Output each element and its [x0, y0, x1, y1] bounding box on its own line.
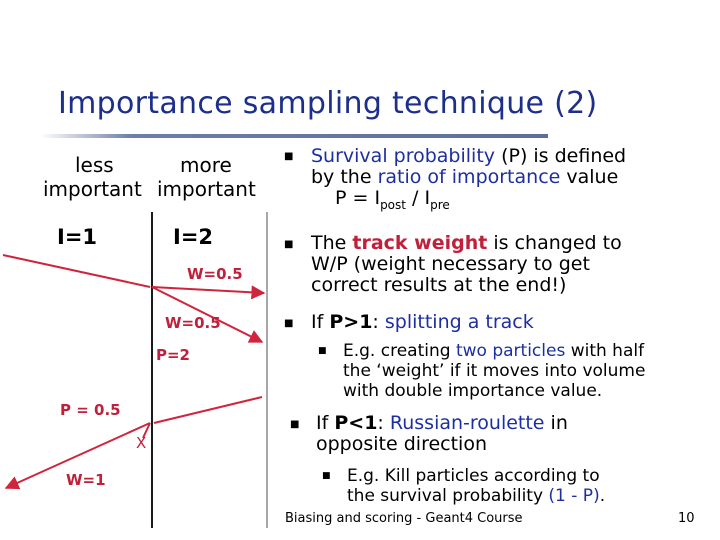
less-important-label: important	[43, 177, 142, 201]
text-eg-creating: E.g. creating	[343, 341, 456, 361]
text-value: value	[560, 166, 619, 188]
bullet-survival-probability	[311, 146, 626, 216]
text-kill-particles: E.g. Kill particles according to	[347, 466, 600, 486]
weight-upper-label: W=0.5	[187, 265, 243, 283]
text-the-weight: the ‘weight’ if it moves into volume	[343, 361, 646, 381]
text-russian-roulette: Russian-roulette	[389, 412, 545, 434]
square-bullet-icon: ■	[290, 419, 300, 430]
footer-course: Biasing and scoring - Geant4 Course	[285, 511, 523, 526]
page-number: 10	[678, 511, 695, 526]
formula-sub-post: post	[380, 197, 406, 212]
bullet-splitting	[311, 312, 534, 333]
bullet-russian-roulette	[316, 413, 568, 455]
text-period: .	[599, 486, 606, 506]
probability-p2-label: P=2	[156, 346, 190, 364]
bullet-track-weight	[311, 233, 622, 296]
square-bullet-icon: ■	[318, 346, 327, 356]
text-w-over-p: W/P (weight necessary to get	[311, 253, 590, 275]
text-is-changed-to: is changed to	[487, 232, 622, 254]
text-with-half: with half	[565, 341, 645, 361]
text-one-minus-p: (1 - P)	[548, 486, 600, 506]
formula-sub-pre: pre	[430, 197, 450, 212]
region-i2-label: I=2	[173, 225, 214, 249]
square-bullet-icon: ■	[284, 318, 294, 329]
square-bullet-icon: ■	[322, 471, 331, 481]
text-opposite-direction: opposite direction	[316, 433, 487, 455]
split-track-in	[3, 255, 150, 287]
text-if-2: If	[316, 412, 335, 434]
killed-mark: X	[136, 434, 147, 452]
probability-p05-label: P = 0.5	[60, 401, 121, 419]
text-colon: :	[372, 311, 385, 333]
less-label: less	[75, 153, 114, 177]
square-bullet-icon: ■	[284, 151, 294, 162]
roulette-track-in	[154, 397, 262, 423]
split-track-upper	[152, 287, 264, 293]
region-i1-label: I=1	[57, 225, 98, 249]
formula-over-i: / I	[405, 187, 431, 209]
text-p-greater-1: P>1	[329, 311, 373, 333]
text-survival-probability: Survival probability	[311, 145, 496, 167]
text-the: The	[311, 232, 353, 254]
text-if: If	[311, 311, 330, 333]
text-correct-results: correct results at the end!)	[311, 274, 567, 296]
text-track-weight: track weight	[352, 232, 488, 254]
text-colon-2: :	[377, 412, 390, 434]
formula-p-equals: P = I	[335, 187, 381, 209]
text-ratio-of-importance: ratio of importance	[377, 166, 561, 188]
text-is-defined: (P) is defined	[495, 145, 627, 167]
slide-title: Importance sampling technique (2)	[58, 86, 598, 121]
more-important-label: important	[157, 177, 256, 201]
subbullet-two-particles	[343, 341, 645, 401]
text-two-particles: two particles	[455, 341, 566, 361]
subbullet-kill-particles	[347, 466, 605, 506]
text-splitting-a-track: splitting a track	[384, 311, 534, 333]
weight-survivor-label: W=1	[66, 471, 106, 489]
text-by-the: by the	[311, 166, 378, 188]
text-p-less-1: P<1	[334, 412, 378, 434]
more-label: more	[180, 153, 232, 177]
text-in: in	[544, 412, 568, 434]
text-double-importance: with double importance value.	[343, 381, 603, 401]
weight-lower-label: W=0.5	[165, 314, 221, 332]
text-survival-probability-2: the survival probability	[347, 486, 549, 506]
square-bullet-icon: ■	[284, 239, 294, 250]
